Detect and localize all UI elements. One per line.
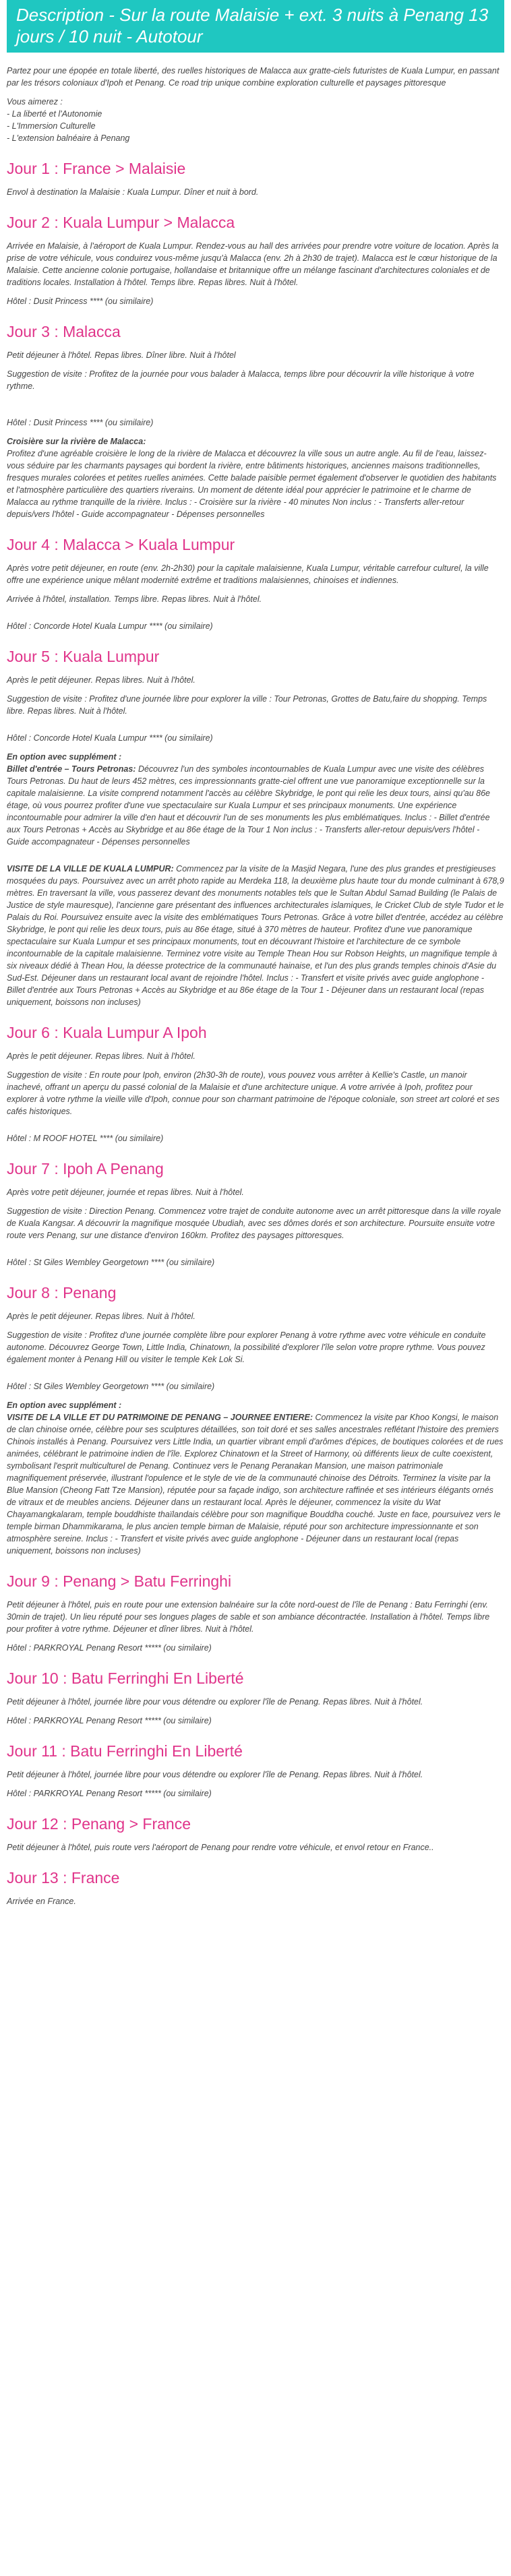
day-title: Jour 9 : Penang > Batu Ferringhi [7, 1572, 232, 1590]
spacer [7, 1248, 504, 1256]
intro-list-heading: Vous aimerez : [7, 97, 63, 106]
day-section [7, 1742, 504, 1800]
day-section [7, 159, 504, 198]
day-title: Jour 3 : Malacca [7, 323, 121, 340]
day-paragraph: Petit déjeuner à l'hôtel, journée libre pour vous détendre ou explorer l'île de Penang. Repas libres. Nuit à l'hôtel. [7, 1697, 423, 1707]
day-title: Jour 8 : Penang [7, 1284, 117, 1301]
page-title: Description - Sur la route Malaisie + ext. 3 nuits à Penang 13 jours / 10 nuit - Autotour [7, 0, 504, 53]
intro-list-item: - L'Immersion Culturelle [7, 121, 96, 131]
day-paragraph: Petit déjeuner à l'hôtel, journée libre pour vous détendre ou explorer l'île de Penang. Repas libres. Nuit à l'hôtel. [7, 1770, 423, 1779]
day-section [7, 213, 504, 307]
day-section [7, 1868, 504, 1907]
day-title: Jour 4 : Malacca > Kuala Lumpur [7, 536, 235, 553]
day-title: Jour 6 : Kuala Lumpur A Ipoh [7, 1024, 207, 1041]
day-title: Jour 10 : Batu Ferringhi En Liberté [7, 1669, 244, 1687]
spacer [7, 612, 504, 620]
day-section [7, 1669, 504, 1727]
day-title: Jour 5 : Kuala Lumpur [7, 648, 160, 665]
day-paragraph: Après votre petit déjeuner, en route (env. 2h-2h30) pour la capitale malaisienne, Kuala Lumpur, véritable carrefour culturel, la ville offre une expérience unique mêlant modernité extrême et traditions malaisiennes, chinoises et indiennes. [7, 563, 489, 585]
intro-list-item: - La liberté et l'Autonomie [7, 109, 102, 119]
day-section [7, 1572, 504, 1654]
day-section [7, 647, 504, 1008]
intro [7, 65, 504, 144]
hotel-line: Hôtel : Concorde Hotel Kuala Lumpur **** (ou similaire) [7, 733, 213, 743]
day-paragraph: Suggestion de visite : Direction Penang. Commencez votre trajet de conduite autonome avec un arrêt pittoresque dans la ville royale de Kuala Kangsar. A découvrir la magnifique mosquée Ubudiah, avec ses dômes dorés et son architecture. Poursuite ensuite votre route vers Penang, sur une distance d'environ 160km. Profitez des paysages pittoresques. [7, 1206, 502, 1240]
day-paragraph: Suggestion de visite : En route pour Ipoh, environ (2h30-3h de route), vous pouvez vous arrêter à Kellie's Castle, un manoir inachevé, offrant un aperçu du passé colonial de la Malaisie et d'une architecture unique. A votre arrivée à Ipoh, profitez pour explorer à votre rythme la vieille ville d'Ipoh, connue pour son charmant patrimoine de l'époque coloniale, son street art coloré et ses cafés historiques. [7, 1070, 500, 1116]
spacer [7, 1372, 504, 1380]
day-paragraph: Envol à destination la Malaisie : Kuala Lumpur. Dîner et nuit à bord. [7, 187, 259, 197]
option-text: Profitez d'une agréable croisière le long de la rivière de Malacca et découvrez la ville sous un autre angle. Au fil de l'eau, laissez-vous séduire par les charmants paysages qui bordent la rivière, entre bâtiments historiques, anciennes maisons traditionnelles, fresques murales colorées et petites ruelles animées. Cette balade paisible permet également d'observer le quotidien des habitants et l'atmosphère particulière des quartiers riverains. Un moment de détente idéal pour apprécier le patrimoine et le charme de Malacca au rythme tranquille de la rivière. Inclus : - Croisière sur la rivière - 40 minutes Non inclus : - Transferts aller-retour depuis/vers l'hôtel - Guide accompagnateur - Dépenses personnelles [7, 449, 497, 519]
option-block [7, 435, 504, 520]
option-block [7, 751, 504, 1008]
day-paragraph: Petit déjeuner à l'hôtel, puis en route pour une extension balnéaire sur la côte nord-ouest de l'île de Penang : Batu Ferringhi (env. 30min de trajet). Un lieu réputé pour ses longues plages de sable et son ambiance décontractée. Installation à l'hôtel. Temps libre pour profiter à votre rythme. Déjeuner et dîner libres. Nuit à l'hôtel. [7, 1600, 490, 1634]
spacer [7, 855, 504, 863]
spacer [7, 1124, 504, 1132]
hotel-line: Hôtel : St Giles Wembley Georgetown **** (ou similaire) [7, 1258, 215, 1267]
day-paragraph: Suggestion de visite : Profitez d'une journée libre pour explorer la ville : Tour Petronas, Grottes de Batu,faire du shopping. Temps libre. Repas libres. Nuit à l'hôtel. [7, 694, 487, 716]
hotel-line: Hôtel : PARKROYAL Penang Resort ***** (ou similaire) [7, 1643, 212, 1653]
day-paragraph: Arrivée en Malaisie, à l'aéroport de Kuala Lumpur. Rendez-vous au hall des arrivées pour prendre votre voiture de location. Après la prise de votre véhicule, vous conduirez vous-même jusqu'à Malacca (env. 2h à 2h30 de trajet). Malacca est le cœur historique de la Malaisie. Cette ancienne colonie portugaise, hollandaise et britannique offre un mélange fascinant d'architectures coloniales et de traditions locales. Installation à l'hôtel. Temps libre. Repas libres. Nuit à l'hôtel. [7, 241, 499, 287]
option-intro: En option avec supplément : [7, 1401, 122, 1410]
option-intro: En option avec supplément : [7, 752, 122, 762]
option-block [7, 1399, 504, 1557]
hotel-line: Hôtel : PARKROYAL Penang Resort ***** (ou similaire) [7, 1716, 212, 1725]
day-title: Jour 11 : Batu Ferringhi En Liberté [7, 1742, 243, 1760]
day-paragraph: Suggestion de visite : Profitez d'une journée complète libre pour explorer Penang à votre rythme avec votre véhicule en conduite autonome. Découvrez George Town, Little India, Chinatown, la possibilité d'explorer l'île selon votre propre rythme. Vous pouvez également monter à Penang Hill ou visiter le temple Kek Lok Si. [7, 1330, 486, 1364]
option-heading: Billet d'entrée – Tours Petronas: [7, 764, 136, 774]
visit-text: Commencez par la visite de la Masjid Negara, l'une des plus grandes et prestigieuses mosquées du pays. Poursuivez avec un arrêt photo rapide au Merdeka 118, la deuxième plus haute tour du monde culminant à 678,9 mètres. En traversant la ville, vous passerez devant des monuments notables tels que le Sultan Abdul Samad Building (le Palais de Justice de style mauresque), l'ancienne gare présentant des influences architecturales islamiques, le Cricket Club de style Tudor et le Palais du Roi. Poursuivez ensuite avec la visite des emblématiques Tours Petronas. Grâce à votre billet d'entrée, accédez au célèbre Skybridge, le pont qui relie les deux tours, puis au 86e étage, situé à 370 mètres de hauteur. Profitez d'une vue panoramique spectaculaire sur Kuala Lumpur et ses principaux monuments, tout en découvrant l'histoire et l'architecture de ce symbole incontournable de la capitale malaisienne. Terminez votre visite au Temple Thean Hou sur Robson Heights, un magnifique temple à six niveaux dédié à Thean Hou, la déesse protectrice de la communauté hainaise, et l'un des plus grands temples chinois d'Asie du Sud-Est. Déjeuner dans un restaurant local avant de rejoindre l'hôtel. Inclus : - Transfert et visite privés avec guide anglophone - Billet d'entrée aux Tours Petronas + Accès au Skybridge et au 86e étage de la Tour 1 - Déjeuner dans un restaurant local (repas uniquement, boissons non incluses) [7, 864, 504, 1007]
option-heading: Croisière sur la rivière de Malacca: [7, 437, 146, 446]
hotel-line: Hôtel : St Giles Wembley Georgetown **** (ou similaire) [7, 1382, 215, 1391]
option-text: Découvrez l'un des symboles incontournables de Kuala Lumpur avec une visite des célèbres Tours Petronas. Du haut de leurs 452 mètres, ces impressionnants gratte-ciel offrent une vue panoramique exceptionnelle sur la capitale malaisienne. La visite comprend notamment l'accès au célèbre Skybridge, le pont qui relie les deux tours, ainsi qu'au 86e étage, où vous pourrez profiter d'une vue spectaculaire sur Kuala Lumpur et ses principaux monuments. Une expérience incontournable pour admirer la ville d'en haut et découvrir l'un de ses monuments les plus emblématiques. Inclus : - Billet d'entrée aux Tours Petronas + Accès au Skybridge et au 86e étage de la Tour 1 Non inclus : - Transferts aller-retour depuis/vers l'hôtel - Guide accompagnateur - Dépenses personnelles [7, 764, 490, 847]
day-section [7, 1814, 504, 1853]
day-paragraph: Suggestion de visite : Profitez de la journée pour vous balader à Malacca, temps libre pour découvrir la ville historique à votre rythme. [7, 369, 475, 391]
day-paragraph: Après le petit déjeuner. Repas libres. Nuit à l'hôtel. [7, 1051, 196, 1061]
intro-list-item: - L'extension balnéaire à Penang [7, 133, 130, 143]
day-section [7, 1023, 504, 1144]
visit-heading: VISITE DE LA VILLE ET DU PATRIMOINE DE PENANG – JOURNEE ENTIERE: [7, 1413, 313, 1422]
day-paragraph: Petit déjeuner à l'hôtel, puis route vers l'aéroport de Penang pour rendre votre véhicule, et envol retour en France.. [7, 1843, 434, 1852]
day-section [7, 322, 504, 520]
hotel-line: Hôtel : Dusit Princess **** (ou similaire) [7, 418, 154, 427]
day-paragraph: Petit déjeuner à l'hôtel. Repas libres. Dîner libre. Nuit à l'hôtel [7, 350, 236, 360]
intro-paragraph: Partez pour une épopée en totale liberté, des ruelles historiques de Malacca aux gratte-ciels futuristes de Kuala Lumpur, en passant par les trésors coloniaux d'Ipoh et Penang. Ce road trip unique combine exploration culturelle et paysages pittoresque [7, 66, 500, 88]
day-title: Jour 1 : France > Malaisie [7, 160, 186, 177]
spacer [7, 399, 504, 417]
day-paragraph: Arrivée à l'hôtel, installation. Temps libre. Repas libres. Nuit à l'hôtel. [7, 594, 262, 604]
day-section [7, 1159, 504, 1268]
hotel-line: Hôtel : Concorde Hotel Kuala Lumpur **** (ou similaire) [7, 621, 213, 631]
hotel-line: Hôtel : Dusit Princess **** (ou similaire) [7, 297, 154, 306]
day-paragraph: Après le petit déjeuner. Repas libres. Nuit à l'hôtel. [7, 1312, 196, 1321]
day-paragraph: Arrivée en France. [7, 1897, 76, 1906]
spacer [7, 724, 504, 732]
hotel-line: Hôtel : PARKROYAL Penang Resort ***** (ou similaire) [7, 1789, 212, 1798]
visit-heading: VISITE DE LA VILLE DE KUALA LUMPUR: [7, 864, 174, 873]
day-section [7, 1283, 504, 1557]
day-section [7, 535, 504, 632]
visit-text: Commencez la visite par Khoo Kongsi, le maison de clan chinoise ornée, célèbre pour ses sculptures détaillées, son toit doré et ses salles ancestrales reflétant l'histoire des premiers Chinois installés à Penang. Poursuivez vers Little India, un quartier vibrant empli d'arômes d'épices, de boutiques colorées et de rues animées, célébrant le patrimoine indien de l'île. Explorez Chinatown et la Street of Harmony, où différents lieux de culte coexistent, symbolisant l'esprit multiculturel de Penang. Continuez vers le Penang Peranakan Mansion, une maison patrimoniale magnifiquement préservée, illustrant l'opulence et le style de vie de la communauté chinoise des Détroits. Terminez la visite par la Blue Mansion (Cheong Fatt Tze Mansion), réputée pour sa façade indigo, son architecture raffinée et ses intérieurs élégants ornés de vitraux et de meubles anciens. Déjeuner dans un restaurant local. Après le déjeuner, commencez la visite du Wat Chayamangkalaram, temple bouddhiste thaïlandais célèbre pour son magnifique Bouddha couché. Juste en face, poursuivez vers le temple birman Dhammikarama, le plus ancien temple birman de Malaisie, réputé pour son architecture impressionnante et son atmosphère sereine. Inclus : - Transfert et visite privés avec guide anglophone - Déjeuner dans un restaurant local (repas uniquement, boissons non incluses) [7, 1413, 504, 1556]
day-title: Jour 2 : Kuala Lumpur > Malacca [7, 214, 235, 231]
hotel-line: Hôtel : M ROOF HOTEL **** (ou similaire) [7, 1134, 164, 1143]
intro-list [7, 96, 504, 144]
day-paragraph: Après votre petit déjeuner, journée et repas libres. Nuit à l'hôtel. [7, 1188, 244, 1197]
day-title: Jour 12 : Penang > France [7, 1815, 191, 1833]
day-title: Jour 13 : France [7, 1869, 120, 1887]
day-paragraph: Après le petit déjeuner. Repas libres. Nuit à l'hôtel. [7, 675, 196, 685]
day-title: Jour 7 : Ipoh A Penang [7, 1160, 164, 1177]
